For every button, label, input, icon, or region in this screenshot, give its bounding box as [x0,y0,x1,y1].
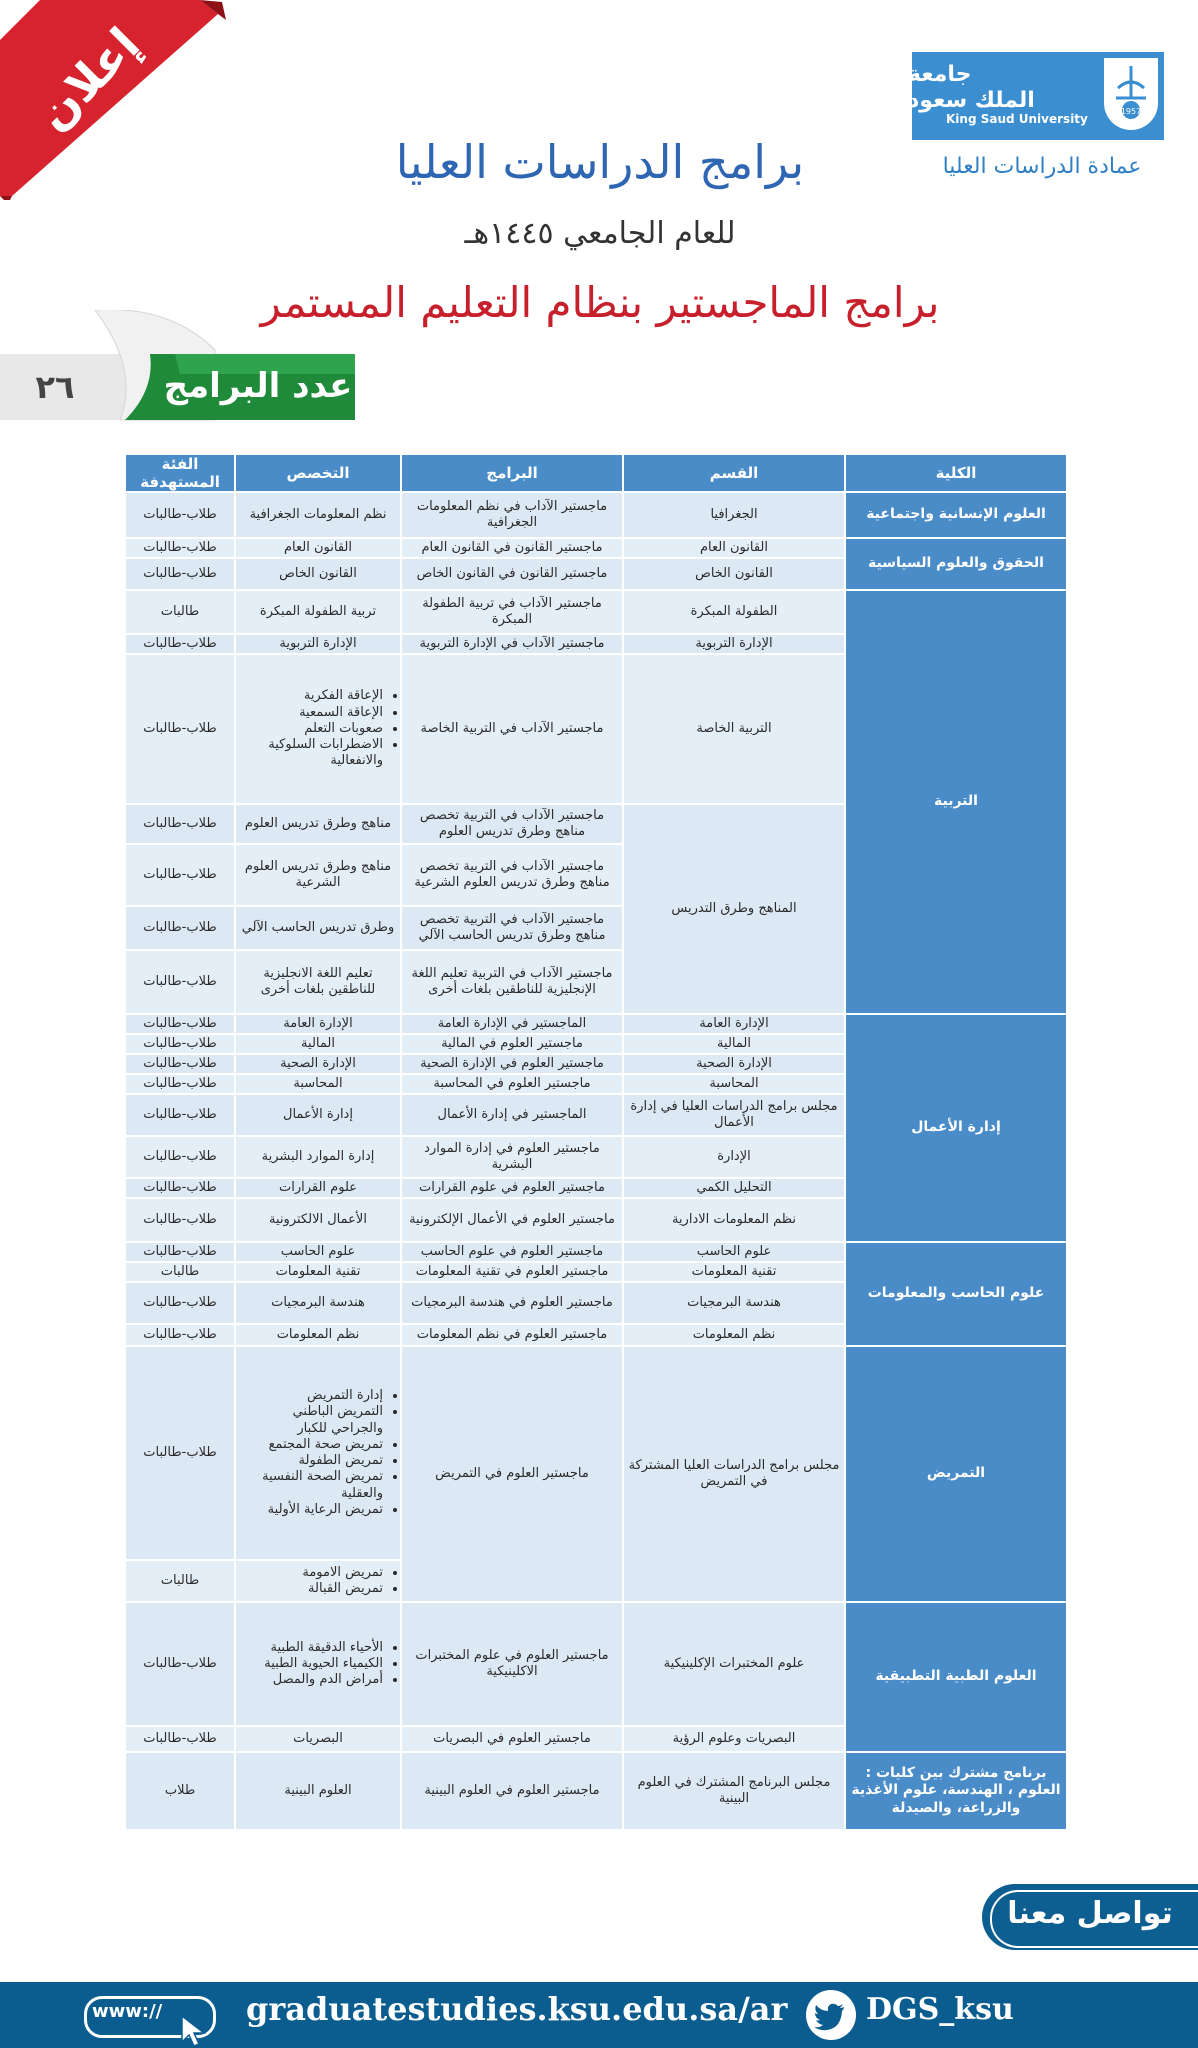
program-cell: ماجستير الآداب في التربية الخاصة [401,654,623,804]
deanship-name: عمادة الدراسات العليا [942,154,1142,179]
target-cell: طالبات [125,1560,235,1602]
list-item: • تمريض الصحة النفسية والعقلية [239,1469,383,1502]
program-cell: ماجستير القانون في القانون العام [401,538,623,558]
specialization-cell: نظم المعلومات الجغرافية [235,492,401,538]
department-cell: الإدارة [623,1136,845,1178]
table-row [125,492,1067,538]
contact-us-label: تواصل معنا [1007,1896,1173,1931]
logo-year: 1957 [1120,107,1142,116]
program-count-label: عدد البرامج [163,366,353,406]
program-cell: ماجستير الآداب في التربية تخصص مناهج وطرق تدريس الحاسب الآلي [401,906,623,950]
department-cell: مجلس برامج الدراسات العليا في إدارة الأعمال [623,1094,845,1136]
specialization-cell: القانون الخاص [235,558,401,590]
specialization-cell: تقنية المعلومات [235,1262,401,1282]
table-row [125,590,1067,634]
table-row [125,538,1067,558]
logo-name-line1: جامعة [908,62,972,87]
announcement-label: إعلان [25,16,151,142]
specialization-cell: العلوم البينية [235,1752,401,1830]
target-cell: طلاب-طالبات [125,1034,235,1054]
page-headline: برامج الماجستير بنظام التعليم المستمر [260,278,940,327]
specialization-cell: مناهج وطرق تدريس العلوم [235,804,401,844]
website-url[interactable]: graduatestudies.ksu.edu.sa/ar [246,1990,788,2028]
specialization-cell: نظم المعلومات [235,1324,401,1346]
specialization-cell: إدارة الموارد البشرية [235,1136,401,1178]
department-cell: المناهج وطرق التدريس [623,804,845,1014]
table-row [125,1346,1067,1560]
specialization-cell: تعليم اللغة الانجليزية للناطقين بلغات أخرى [235,950,401,1014]
program-cell: الماجستير في الإدارة العامة [401,1014,623,1034]
college-cell: برنامج مشترك بين كليات : العلوم ، الهندسة، علوم الأغذية والزراعة، والصيدلة [845,1752,1067,1830]
program-cell: ماجستير الآداب في التربية تخصص مناهج وطرق تدريس العلوم الشرعية [401,844,623,906]
target-cell: طلاب-طالبات [125,1014,235,1034]
table-row [125,1242,1067,1262]
specialization-cell: علوم القرارات [235,1178,401,1198]
twitter-icon [806,1990,856,2040]
department-cell: الإدارة التربوية [623,634,845,654]
specialization-cell: هندسة البرمجيات [235,1282,401,1324]
program-cell: ماجستير العلوم في علوم المختبرات الاكلينيكية [401,1602,623,1726]
program-cell: الماجستير في إدارة الأعمال [401,1094,623,1136]
program-cell: ماجستير العلوم في العلوم البينية [401,1752,623,1830]
college-cell: التمريض [845,1346,1067,1602]
college-cell: العلوم الطبية التطبيقية [845,1602,1067,1752]
target-cell: طلاب-طالبات [125,1094,235,1136]
program-cell: ماجستير العلوم في إدارة الموارد البشرية [401,1136,623,1178]
target-cell: طلاب-طالبات [125,654,235,804]
program-cell: ماجستير العلوم في الأعمال الإلكترونية [401,1198,623,1242]
department-cell: الجغرافيا [623,492,845,538]
logo-name-line2: الملك سعود [908,88,1035,113]
list-item: • تمريض الامومة [239,1565,383,1581]
program-cell: ماجستير القانون في القانون الخاص [401,558,623,590]
list-item: • الاضطرابات السلوكية والانفعالية [239,737,383,770]
list-item: • إدارة التمريض [239,1388,383,1404]
specialization-list [239,1388,397,1518]
target-cell: طلاب-طالبات [125,1242,235,1262]
specialization-list [239,688,397,769]
specialization-cell: تربية الطفولة المبكرة [235,590,401,634]
target-cell: طالبات [125,1262,235,1282]
department-cell: البصريات وعلوم الرؤية [623,1726,845,1752]
target-cell: طلاب-طالبات [125,804,235,844]
target-cell: طلاب-طالبات [125,1324,235,1346]
list-item: • الكيمياء الحيوية الطبية [239,1656,383,1672]
programs-table [124,453,1068,1831]
program-cell: ماجستير العلوم في التمريض [401,1346,623,1602]
target-cell: طلاب-طالبات [125,1602,235,1726]
table-header-row [125,454,1067,492]
specialization-cell: البصريات [235,1726,401,1752]
department-cell: نظم المعلومات الادارية [623,1198,845,1242]
program-cell: ماجستير العلوم في هندسة البرمجيات [401,1282,623,1324]
specialization-cell [235,654,401,804]
specialization-cell: الإدارة الصحية [235,1054,401,1074]
target-cell: طلاب-طالبات [125,1346,235,1560]
college-cell: الحقوق والعلوم السياسية [845,538,1067,590]
program-cell: ماجستير الآداب في التربية تعليم اللغة الإنجليزية للناطقين بلغات أخرى [401,950,623,1014]
program-cell: ماجستير العلوم في البصريات [401,1726,623,1752]
department-cell: مجلس برامج الدراسات العليا المشتركة في التمريض [623,1346,845,1602]
target-cell: طلاب-طالبات [125,1178,235,1198]
college-cell: علوم الحاسب والمعلومات [845,1242,1067,1346]
target-cell: طلاب-طالبات [125,1054,235,1074]
program-cell: ماجستير الآداب في تربية الطفولة المبكرة [401,590,623,634]
specialization-cell: الأعمال الالكترونية [235,1198,401,1242]
target-cell: طلاب-طالبات [125,906,235,950]
header-department: القسم [623,454,845,492]
list-item: • صعوبات التعلم [239,721,383,737]
program-count-value: ٢٦ [35,368,75,406]
program-cell: ماجستير العلوم في المالية [401,1034,623,1054]
department-cell: الإدارة العامة [623,1014,845,1034]
program-cell: ماجستير العلوم في علوم الحاسب [401,1242,623,1262]
target-cell: طلاب [125,1752,235,1830]
list-item: • تمريض القبالة [239,1581,383,1597]
target-cell: طلاب-طالبات [125,538,235,558]
department-cell: المالية [623,1034,845,1054]
header-program: البرامج [401,454,623,492]
college-cell: التربية [845,590,1067,1014]
specialization-list [239,1640,397,1689]
department-cell: تقنية المعلومات [623,1262,845,1282]
department-cell: المحاسبة [623,1074,845,1094]
department-cell: علوم الحاسب [623,1242,845,1262]
college-cell: إدارة الأعمال [845,1014,1067,1242]
target-cell: طلاب-طالبات [125,1282,235,1324]
specialization-cell [235,1602,401,1726]
specialization-cell: مناهج وطرق تدريس العلوم الشرعية [235,844,401,906]
list-item: • الإعاقة السمعية [239,705,383,721]
specialization-cell [235,1560,401,1602]
website-icon-label: www:// [92,2001,163,2022]
target-cell: طالبات [125,590,235,634]
department-cell: الطفولة المبكرة [623,590,845,634]
twitter-handle[interactable]: DGS_ksu [866,1992,1014,2027]
table-row [125,1752,1067,1830]
program-cell: ماجستير العلوم في الإدارة الصحية [401,1054,623,1074]
table-row [125,1602,1067,1726]
department-cell: نظم المعلومات [623,1324,845,1346]
specialization-cell: الإدارة التربوية [235,634,401,654]
list-item: • تمريض الطفولة [239,1453,383,1469]
list-item: • تمريض صحة المجتمع [239,1437,383,1453]
program-cell: ماجستير الآداب في نظم المعلومات الجغرافية [401,492,623,538]
table-row [125,1014,1067,1034]
specialization-cell [235,1346,401,1560]
program-cell: ماجستير العلوم في المحاسبة [401,1074,623,1094]
specialization-cell: المالية [235,1034,401,1054]
target-cell: طلاب-طالبات [125,1198,235,1242]
header-specialization: التخصص [235,454,401,492]
header-college: الكلية [845,454,1067,492]
header-target: الفئة المستهدفة [125,454,235,492]
specialization-cell: وطرق تدريس الحاسب الآلي [235,906,401,950]
specialization-cell: إدارة الأعمال [235,1094,401,1136]
target-cell: طلاب-طالبات [125,1726,235,1752]
target-cell: طلاب-طالبات [125,1074,235,1094]
department-cell: التحليل الكمي [623,1178,845,1198]
cursor-icon [178,2014,212,2048]
list-item: • تمريض الرعاية الأولية [239,1502,383,1518]
program-cell: ماجستير الآداب في الإدارة التربوية [401,634,623,654]
program-cell: ماجستير العلوم في تقنية المعلومات [401,1262,623,1282]
program-cell: ماجستير العلوم في نظم المعلومات [401,1324,623,1346]
program-cell: ماجستير العلوم في علوم القرارات [401,1178,623,1198]
target-cell: طلاب-طالبات [125,950,235,1014]
page-subtitle: للعام الجامعي ١٤٤٥هـ [464,216,736,251]
list-item: • الأحياء الدقيقة الطبية [239,1640,383,1656]
target-cell: طلاب-طالبات [125,634,235,654]
department-cell: القانون الخاص [623,558,845,590]
college-cell: العلوم الإنسانية واجتماعية [845,492,1067,538]
list-item: • أمراض الدم والمصل [239,1672,383,1688]
target-cell: طلاب-طالبات [125,558,235,590]
specialization-cell: الإدارة العامة [235,1014,401,1034]
ksu-emblem-icon [1104,58,1158,130]
department-cell: مجلس البرنامج المشترك في العلوم البينية [623,1752,845,1830]
specialization-cell: المحاسبة [235,1074,401,1094]
department-cell: الإدارة الصحية [623,1054,845,1074]
target-cell: طلاب-طالبات [125,844,235,906]
target-cell: طلاب-طالبات [125,1136,235,1178]
specialization-cell: علوم الحاسب [235,1242,401,1262]
program-cell: ماجستير الآداب في التربية تخصص مناهج وطرق تدريس العلوم [401,804,623,844]
logo-name-en: King Saud University [946,112,1088,126]
department-cell: القانون العام [623,538,845,558]
list-item: • الإعاقة الفكرية [239,688,383,704]
specialization-list [239,1565,397,1598]
department-cell: هندسة البرمجيات [623,1282,845,1324]
specialization-cell: القانون العام [235,538,401,558]
target-cell: طلاب-طالبات [125,492,235,538]
page-title: برامج الدراسات العليا [395,135,805,189]
department-cell: علوم المختبرات الإكلينيكية [623,1602,845,1726]
department-cell: التربية الخاصة [623,654,845,804]
list-item: • التمريض الباطني والجراحي للكبار [239,1404,383,1437]
